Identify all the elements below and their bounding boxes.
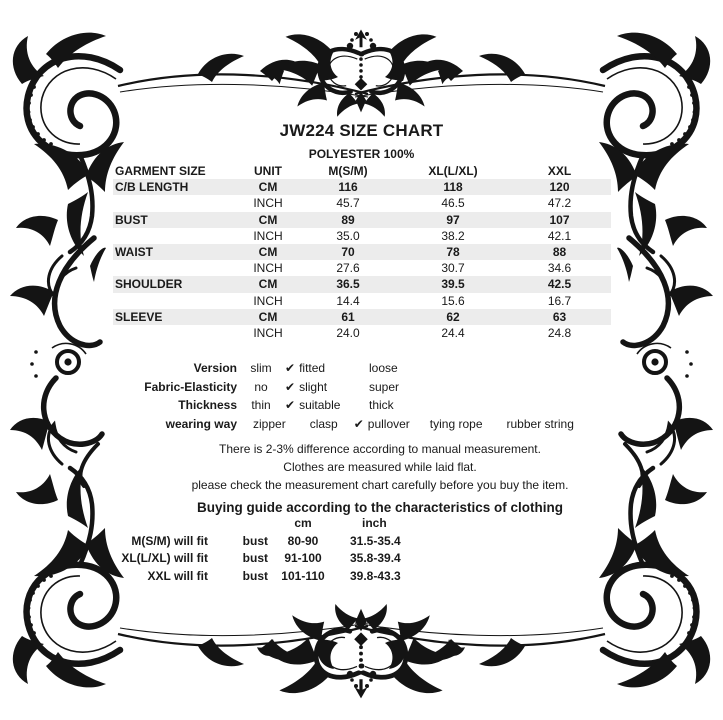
value-cell: 30.7 <box>441 261 465 276</box>
attribute-option-checked <box>354 415 410 434</box>
attribute-option <box>507 415 574 434</box>
fit-cm-value: 101-110 <box>281 568 325 583</box>
attribute-row-thickness <box>0 396 723 415</box>
value-cell: 46.5 <box>441 196 465 211</box>
attribute-option-checked <box>285 359 361 378</box>
fabric-subtitle: POLYESTER 100% <box>308 147 415 161</box>
unit-cell: CM <box>238 179 298 195</box>
fit-inch-value: 39.8-43.3 <box>350 568 401 583</box>
row-label: WAIST <box>113 244 238 260</box>
size-table <box>113 163 611 341</box>
attribute-option <box>237 396 285 415</box>
row-label <box>113 228 238 244</box>
value-cell: 116 <box>298 179 398 195</box>
unit-cell: CM <box>238 244 298 260</box>
attribute-label: Fabric-Elasticity <box>144 379 237 394</box>
value-cell: 16.7 <box>547 293 572 308</box>
table-row <box>113 212 611 228</box>
row-label <box>113 195 238 211</box>
fit-cm-value: 91-100 <box>284 551 322 565</box>
attribute-option-checked <box>285 396 361 415</box>
note-line: please check the measurement chart carefully before you buy the item. <box>191 478 569 492</box>
attribute-option <box>430 415 483 434</box>
value-cell: 61 <box>298 309 398 325</box>
value-cell: 34.6 <box>547 261 572 276</box>
measurement-notes <box>20 440 723 517</box>
fit-measure: bust <box>242 551 268 565</box>
attribute-option <box>253 415 286 434</box>
table-row <box>113 309 611 325</box>
value-cell: 120 <box>508 179 611 195</box>
value-cell: 24.0 <box>336 326 360 341</box>
row-label: BUST <box>113 212 238 228</box>
table-row <box>113 244 611 260</box>
value-cell: 89 <box>298 212 398 228</box>
table-row <box>113 228 611 244</box>
attribute-option <box>361 378 399 397</box>
col-header-xxl: XXL <box>547 164 572 178</box>
fit-header-spacer <box>208 515 268 533</box>
value-cell: 15.6 <box>441 293 465 308</box>
table-row <box>113 325 611 341</box>
value-cell: 88 <box>508 244 611 260</box>
row-label: C/B LENGTH <box>113 179 238 195</box>
col-header-garment-size: GARMENT SIZE <box>115 164 206 178</box>
table-row <box>113 276 611 292</box>
col-header-xl: XL(L/XL) <box>428 164 478 178</box>
buying-guide-heading: Buying guide according to the characteristics of clothing <box>196 500 564 515</box>
attribute-label: Thickness <box>178 398 237 412</box>
unit-cell: INCH <box>253 326 283 341</box>
unit-cell: INCH <box>253 196 283 211</box>
option-label: super <box>369 379 400 394</box>
option-label: pullover <box>367 416 410 431</box>
attribute-option <box>310 415 338 434</box>
value-cell: 118 <box>398 179 508 195</box>
value-cell: 35.0 <box>336 228 360 243</box>
check-icon: ✔ <box>285 379 296 394</box>
note-line: Clothes are measured while laid flat. <box>283 460 477 474</box>
value-cell: 62 <box>398 309 508 325</box>
size-table-header-row <box>113 163 611 179</box>
value-cell: 42.5 <box>508 276 611 292</box>
option-label: zipper <box>253 416 286 431</box>
value-cell: 27.6 <box>336 261 360 276</box>
fit-header-cm: cm <box>294 516 312 530</box>
row-label: SHOULDER <box>113 276 238 292</box>
option-label: fitted <box>299 361 326 375</box>
row-label <box>113 260 238 276</box>
col-header-m: M(S/M) <box>328 164 368 178</box>
row-label: SLEEVE <box>113 309 238 325</box>
value-cell: 78 <box>398 244 508 260</box>
option-label: thick <box>369 398 394 412</box>
attribute-option <box>237 359 285 378</box>
unit-cell: CM <box>238 276 298 292</box>
attribute-option <box>361 396 394 415</box>
check-icon: ✔ <box>285 398 296 412</box>
unit-cell: INCH <box>253 228 283 243</box>
fit-row-label: XL(L/XL) will fit <box>121 551 208 565</box>
col-header-unit: UNIT <box>254 164 282 178</box>
option-label: thin <box>251 398 271 412</box>
option-label: no <box>254 379 268 394</box>
attribute-label: wearing way <box>165 416 237 431</box>
fit-measure: bust <box>242 533 268 548</box>
unit-cell: INCH <box>253 261 283 276</box>
page-title: JW224 SIZE CHART <box>279 121 444 140</box>
attribute-row-version <box>0 359 723 378</box>
option-label: rubber string <box>506 416 574 431</box>
value-cell: 24.8 <box>547 326 572 341</box>
fit-inch-value: 31.5-35.4 <box>350 533 401 548</box>
unit-cell: INCH <box>253 293 283 308</box>
option-label: clasp <box>309 416 338 431</box>
unit-cell: CM <box>238 309 298 325</box>
attribute-label: Version <box>193 361 237 375</box>
value-cell: 39.5 <box>398 276 508 292</box>
value-cell: 63 <box>508 309 611 325</box>
fit-header-inch: inch <box>362 516 387 530</box>
fit-row-label: XXL will fit <box>147 568 208 583</box>
value-cell: 70 <box>298 244 398 260</box>
row-label <box>113 325 238 341</box>
option-label: slight <box>299 379 328 394</box>
table-row <box>113 260 611 276</box>
fit-measure: bust <box>242 568 268 583</box>
table-row <box>113 195 611 211</box>
value-cell: 14.4 <box>336 293 360 308</box>
value-cell: 24.4 <box>441 326 465 341</box>
note-line: There is 2-3% difference according to manual measurement. <box>219 442 541 456</box>
table-row <box>113 179 611 195</box>
attribute-option <box>361 359 398 378</box>
value-cell: 107 <box>508 212 611 228</box>
fit-cm-value: 80-90 <box>287 533 319 548</box>
check-icon: ✔ <box>285 361 296 375</box>
fit-guide-table <box>118 515 434 585</box>
value-cell: 36.5 <box>298 276 398 292</box>
unit-cell: CM <box>238 212 298 228</box>
check-icon: ✔ <box>353 416 364 431</box>
attribute-option <box>237 378 285 397</box>
attribute-row-elasticity <box>0 378 723 397</box>
fit-header-spacer <box>118 515 208 533</box>
value-cell: 42.1 <box>547 228 572 243</box>
table-row <box>113 293 611 309</box>
attribute-row-wearing-way <box>0 415 723 434</box>
row-label <box>113 293 238 309</box>
value-cell: 38.2 <box>441 228 465 243</box>
fit-row-label: M(S/M) will fit <box>131 533 208 548</box>
option-label: loose <box>369 361 398 375</box>
option-label: suitable <box>299 398 341 412</box>
value-cell: 97 <box>398 212 508 228</box>
option-label: slim <box>250 361 272 375</box>
attribute-option-checked <box>285 378 361 397</box>
value-cell: 47.2 <box>547 196 572 211</box>
option-label: tying rope <box>429 416 483 431</box>
attributes-section <box>0 359 723 433</box>
value-cell: 45.7 <box>336 196 360 211</box>
fit-inch-value: 35.8-39.4 <box>350 551 401 565</box>
